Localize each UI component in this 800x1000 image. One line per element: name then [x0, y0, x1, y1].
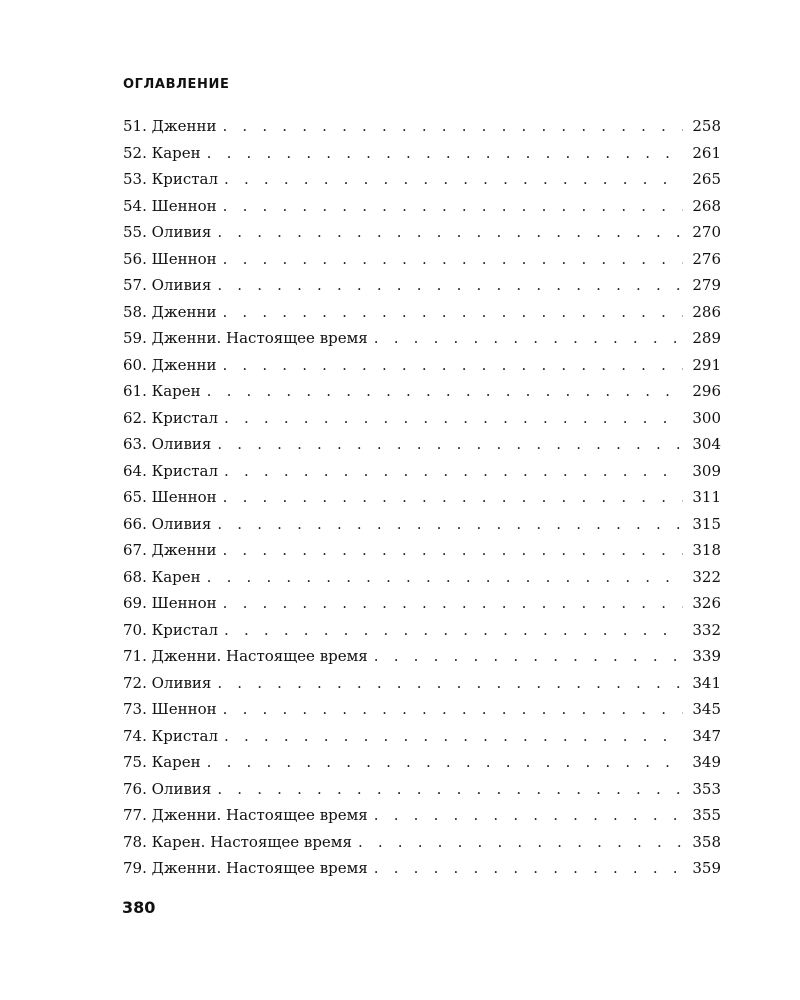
toc-entry-page: 347: [692, 726, 721, 745]
toc-entry: [123, 219, 721, 246]
toc-entry-title: 58. Дженни: [123, 302, 217, 321]
toc-entry-page: 341: [692, 673, 721, 692]
toc-entry-title: 56. Шеннон: [123, 249, 217, 268]
dot-leader: [223, 484, 683, 511]
dot-leader: [223, 537, 684, 564]
toc-entry-page: 318: [692, 541, 721, 559]
dot-leader: [224, 405, 683, 432]
dot-leader: [207, 140, 683, 167]
toc-entry: [123, 378, 721, 405]
toc-entry: [123, 193, 721, 220]
toc-entry: [123, 617, 721, 644]
toc-entry-title: 60. Дженни: [123, 355, 217, 374]
toc-entry-page: 322: [692, 567, 721, 586]
dot-leader: [207, 378, 683, 405]
toc-entry-page: 349: [692, 753, 721, 771]
toc-entry-title: 66. Оливия: [123, 514, 212, 533]
toc-entry-page: 276: [692, 249, 721, 268]
dot-leader: [223, 590, 683, 617]
toc-entry: [123, 590, 721, 617]
dot-leader: [207, 564, 683, 591]
dot-leader: [217, 219, 683, 246]
toc-entry-page: 289: [692, 329, 721, 347]
toc-entry-title: 52. Карен: [123, 143, 201, 162]
toc-entry-page: 296: [692, 382, 721, 400]
dot-leader: [374, 325, 683, 352]
toc-entry: [123, 749, 721, 776]
dot-leader: [358, 829, 683, 856]
toc-entry-title: 78. Карен. Настоящее время: [123, 832, 352, 851]
toc-entry-page: 359: [692, 859, 721, 877]
toc-entry: [123, 564, 721, 591]
running-header: ОГЛАВЛЕНИЕ: [123, 77, 230, 92]
toc-entry: [123, 723, 721, 750]
toc-entry: [123, 484, 721, 511]
toc-entry-page: 332: [692, 620, 721, 639]
toc-entry-page: 270: [692, 223, 721, 241]
toc-entry: [123, 140, 721, 167]
toc-entry-title: 69. Шеннон: [123, 594, 217, 612]
toc-entry: [123, 643, 721, 670]
dot-leader: [374, 802, 683, 829]
toc-entry-title: 53. Кристал: [123, 170, 219, 188]
toc-entry-title: 73. Шеннон: [123, 700, 217, 718]
toc-entry-title: 54. Шеннон: [123, 196, 217, 215]
toc-entry: [123, 113, 721, 140]
toc-entry-page: 326: [692, 594, 721, 612]
toc-entry: [123, 537, 721, 564]
dot-leader: [223, 246, 683, 273]
toc-entry-title: 71. Дженни. Настоящее время: [123, 647, 368, 665]
dot-leader: [223, 299, 684, 326]
toc-entry-page: 279: [692, 276, 721, 294]
toc-entry-page: 315: [692, 514, 721, 533]
toc-entry-title: 75. Карен: [123, 753, 201, 771]
dot-leader: [374, 643, 683, 670]
toc-entry: [123, 776, 721, 803]
toc-entry-page: 345: [692, 700, 721, 718]
toc-entry-page: 265: [692, 170, 721, 188]
toc-entry-page: 339: [692, 647, 721, 665]
toc-entry-title: 74. Кристал: [123, 726, 219, 745]
toc-entry: [123, 511, 721, 538]
toc-entry-title: 63. Оливия: [123, 435, 212, 453]
toc-entry: [123, 325, 721, 352]
toc-entry-title: 51. Дженни: [123, 117, 217, 135]
toc-entry-page: 355: [692, 806, 721, 824]
toc-entry: [123, 802, 721, 829]
toc-entry: [123, 696, 721, 723]
dot-leader: [217, 670, 683, 697]
toc-entry-page: 258: [692, 117, 721, 135]
toc-entry-page: 300: [692, 408, 721, 427]
dot-leader: [224, 458, 683, 485]
dot-leader: [223, 696, 683, 723]
toc-entry-page: 309: [692, 461, 721, 480]
toc-entry-page: 286: [692, 302, 721, 321]
toc-entry-title: 57. Оливия: [123, 276, 212, 294]
dot-leader: [224, 166, 683, 193]
toc-entry-title: 72. Оливия: [123, 673, 212, 692]
toc-entry-page: 304: [692, 435, 721, 453]
toc-entry-page: 311: [692, 488, 721, 506]
toc-entry-title: 64. Кристал: [123, 461, 219, 480]
table-of-contents: [123, 113, 721, 882]
page-number: 380: [122, 898, 156, 917]
dot-leader: [374, 855, 683, 882]
dot-leader: [223, 352, 684, 379]
toc-entry-title: 65. Шеннон: [123, 488, 217, 506]
toc-entry-page: 291: [692, 355, 721, 374]
dot-leader: [217, 431, 683, 458]
toc-entry: [123, 299, 721, 326]
toc-entry-page: 358: [692, 832, 721, 851]
toc-entry: [123, 352, 721, 379]
toc-entry: [123, 431, 721, 458]
dot-leader: [224, 617, 683, 644]
dot-leader: [223, 113, 684, 140]
dot-leader: [217, 272, 683, 299]
toc-entry-title: 59. Дженни. Настоящее время: [123, 329, 368, 347]
toc-entry-title: 67. Дженни: [123, 541, 217, 559]
dot-leader: [223, 193, 683, 220]
toc-entry-title: 70. Кристал: [123, 620, 219, 639]
toc-entry-page: 261: [692, 143, 721, 162]
dot-leader: [207, 749, 683, 776]
toc-entry: [123, 458, 721, 485]
toc-entry-title: 61. Карен: [123, 382, 201, 400]
toc-entry: [123, 670, 721, 697]
toc-entry-page: 353: [692, 779, 721, 798]
dot-leader: [217, 511, 683, 538]
toc-entry: [123, 405, 721, 432]
toc-entry-page: 268: [692, 196, 721, 215]
toc-entry-title: 79. Дженни. Настоящее время: [123, 859, 368, 877]
toc-entry-title: 68. Карен: [123, 567, 201, 586]
toc-entry: [123, 855, 721, 882]
toc-entry-title: 76. Оливия: [123, 779, 212, 798]
toc-entry-title: 77. Дженни. Настоящее время: [123, 806, 368, 824]
toc-entry-title: 62. Кристал: [123, 408, 219, 427]
toc-entry: [123, 166, 721, 193]
dot-leader: [217, 776, 683, 803]
toc-entry: [123, 246, 721, 273]
toc-entry: [123, 272, 721, 299]
dot-leader: [224, 723, 683, 750]
toc-entry-title: 55. Оливия: [123, 223, 212, 241]
toc-entry: [123, 829, 721, 856]
